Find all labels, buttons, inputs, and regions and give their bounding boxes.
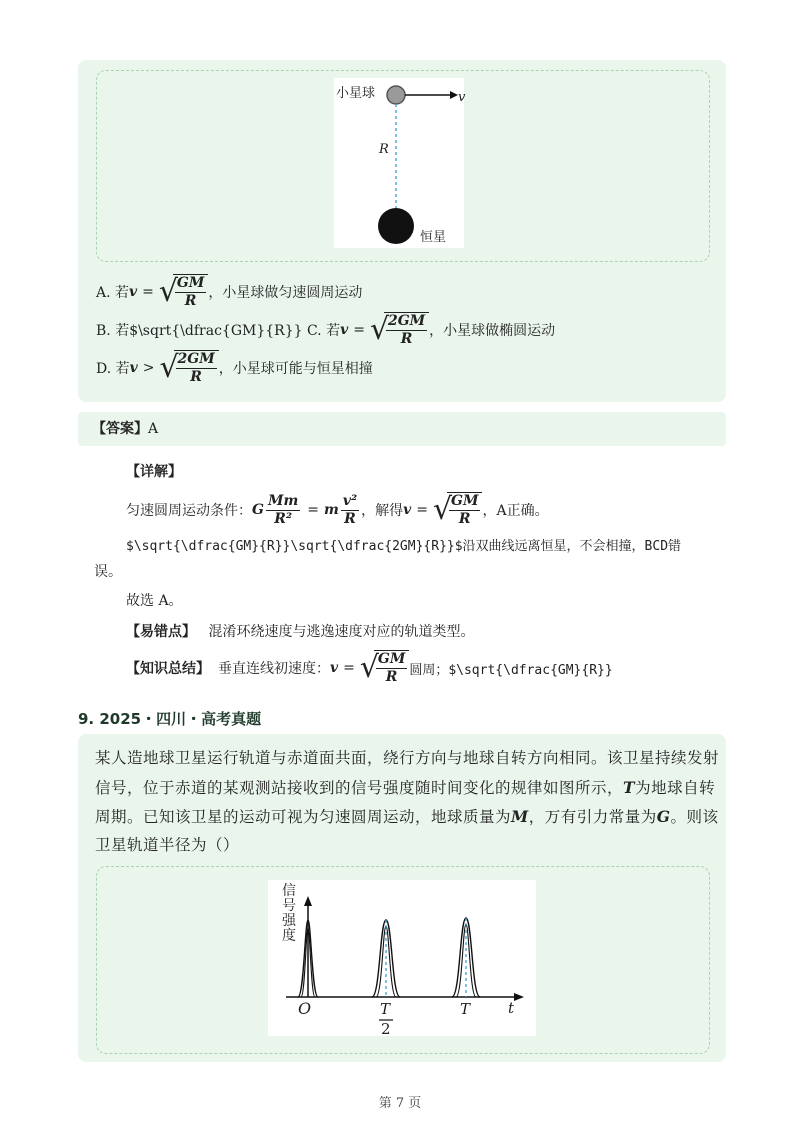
detail-line2: $\sqrt{\dfrac{GM}{R}}\sqrt{\dfrac{2GM}{R}}$沿双曲线远离恒星，不会相撞，BCD错 xyxy=(126,539,682,554)
x-axis-arrow xyxy=(514,993,524,1001)
half-period-den: 2 xyxy=(381,1020,391,1038)
small-star-icon xyxy=(387,86,405,104)
question-9-heading: 9. 2025・四川・高考真题 xyxy=(78,710,262,728)
option-a: A. 若 v = √ $\frac{GM}{R}$ ，小星球做匀速圆周运动 xyxy=(96,274,363,309)
option-d: D. 若 v > √ $\frac{2GM}{R}$ ，小星球可能与恒星相撞 xyxy=(96,350,373,385)
sqrt-2gm-r: √ $\frac{2GM}{R}$ xyxy=(370,312,429,348)
full-period-label: T xyxy=(460,1000,471,1018)
star-icon xyxy=(378,208,414,244)
answer: 【答案】A xyxy=(92,421,159,437)
question-9-line2: 信号，位于赤道的某观测站接收到的信号强度随时间变化的规律如图所示，T为地球自转 xyxy=(95,778,716,797)
velocity-arrowhead xyxy=(450,91,458,99)
r-label: R xyxy=(379,142,389,157)
sqrt-gm-r-summary: √ $\frac{GM}{R}$ xyxy=(360,650,409,686)
question-9-line3: 周期。已知该卫星的运动可视为匀速圆周运动，地球质量为M，万有引力常量为G。则该 xyxy=(95,807,719,826)
y-axis-arrow xyxy=(304,896,312,906)
detail-line3: 故选 A。 xyxy=(126,593,183,609)
frac-mm-r2: $\frac{Mm}{\text{R²}}$ xyxy=(267,492,299,527)
option-b-c: B. 若$\sqrt{\dfrac{GM}{R}} C. 若 v = √ $\frac{2GM}{R}$ ，小星球做椭圆运动 xyxy=(96,312,556,347)
answer-bar xyxy=(78,412,726,446)
detail-line2b: 误。 xyxy=(94,564,122,580)
summary-line: 【知识总结】 垂直连线初速度： v = √ $\frac{GM}{R}$ 圆周；$\sqrt{\dfrac{GM}{R}} xyxy=(126,650,613,685)
page-number: 第 7 页 xyxy=(378,1096,422,1111)
detail-heading: 【详解】 xyxy=(126,464,182,480)
origin-label: O xyxy=(298,999,312,1018)
t-axis-label: t xyxy=(508,999,515,1017)
sqrt-gm-r: √ $\frac{GM}{R}$ xyxy=(159,274,208,310)
frac-v2-r: $\frac{\text{v²}}{R}$ xyxy=(342,492,358,527)
star-label: 恒星 xyxy=(420,230,447,245)
small-star-label: 小星球 xyxy=(336,86,376,101)
error-point: 【易错点】 混淆环绕速度与逃逸速度对应的轨道类型。 xyxy=(126,624,475,640)
v-label: v xyxy=(458,90,466,105)
signal-ylabel: 信号强度 xyxy=(282,883,296,944)
question-9-line1: 某人造地球卫星运行轨道与赤道面共面，绕行方向与地球自转方向相同。该卫星持续发射 xyxy=(95,749,720,767)
detail-line1: 匀速圆周运动条件： G $\frac{Mm}{\text{R²}}$ = m $\frac{\text{v²}}{R}$ ，解得 v = √ $\frac{GM}{R}$ ，A正确。 xyxy=(126,492,549,527)
half-period-num: T xyxy=(380,1000,391,1018)
question-9-line4: 卫星轨道半径为（） xyxy=(95,836,240,854)
sqrt-gm-r-detail: √ $\frac{GM}{R}$ xyxy=(433,492,482,528)
sqrt-2gm-r-d: √ $\frac{2GM}{R}$ xyxy=(160,350,219,386)
